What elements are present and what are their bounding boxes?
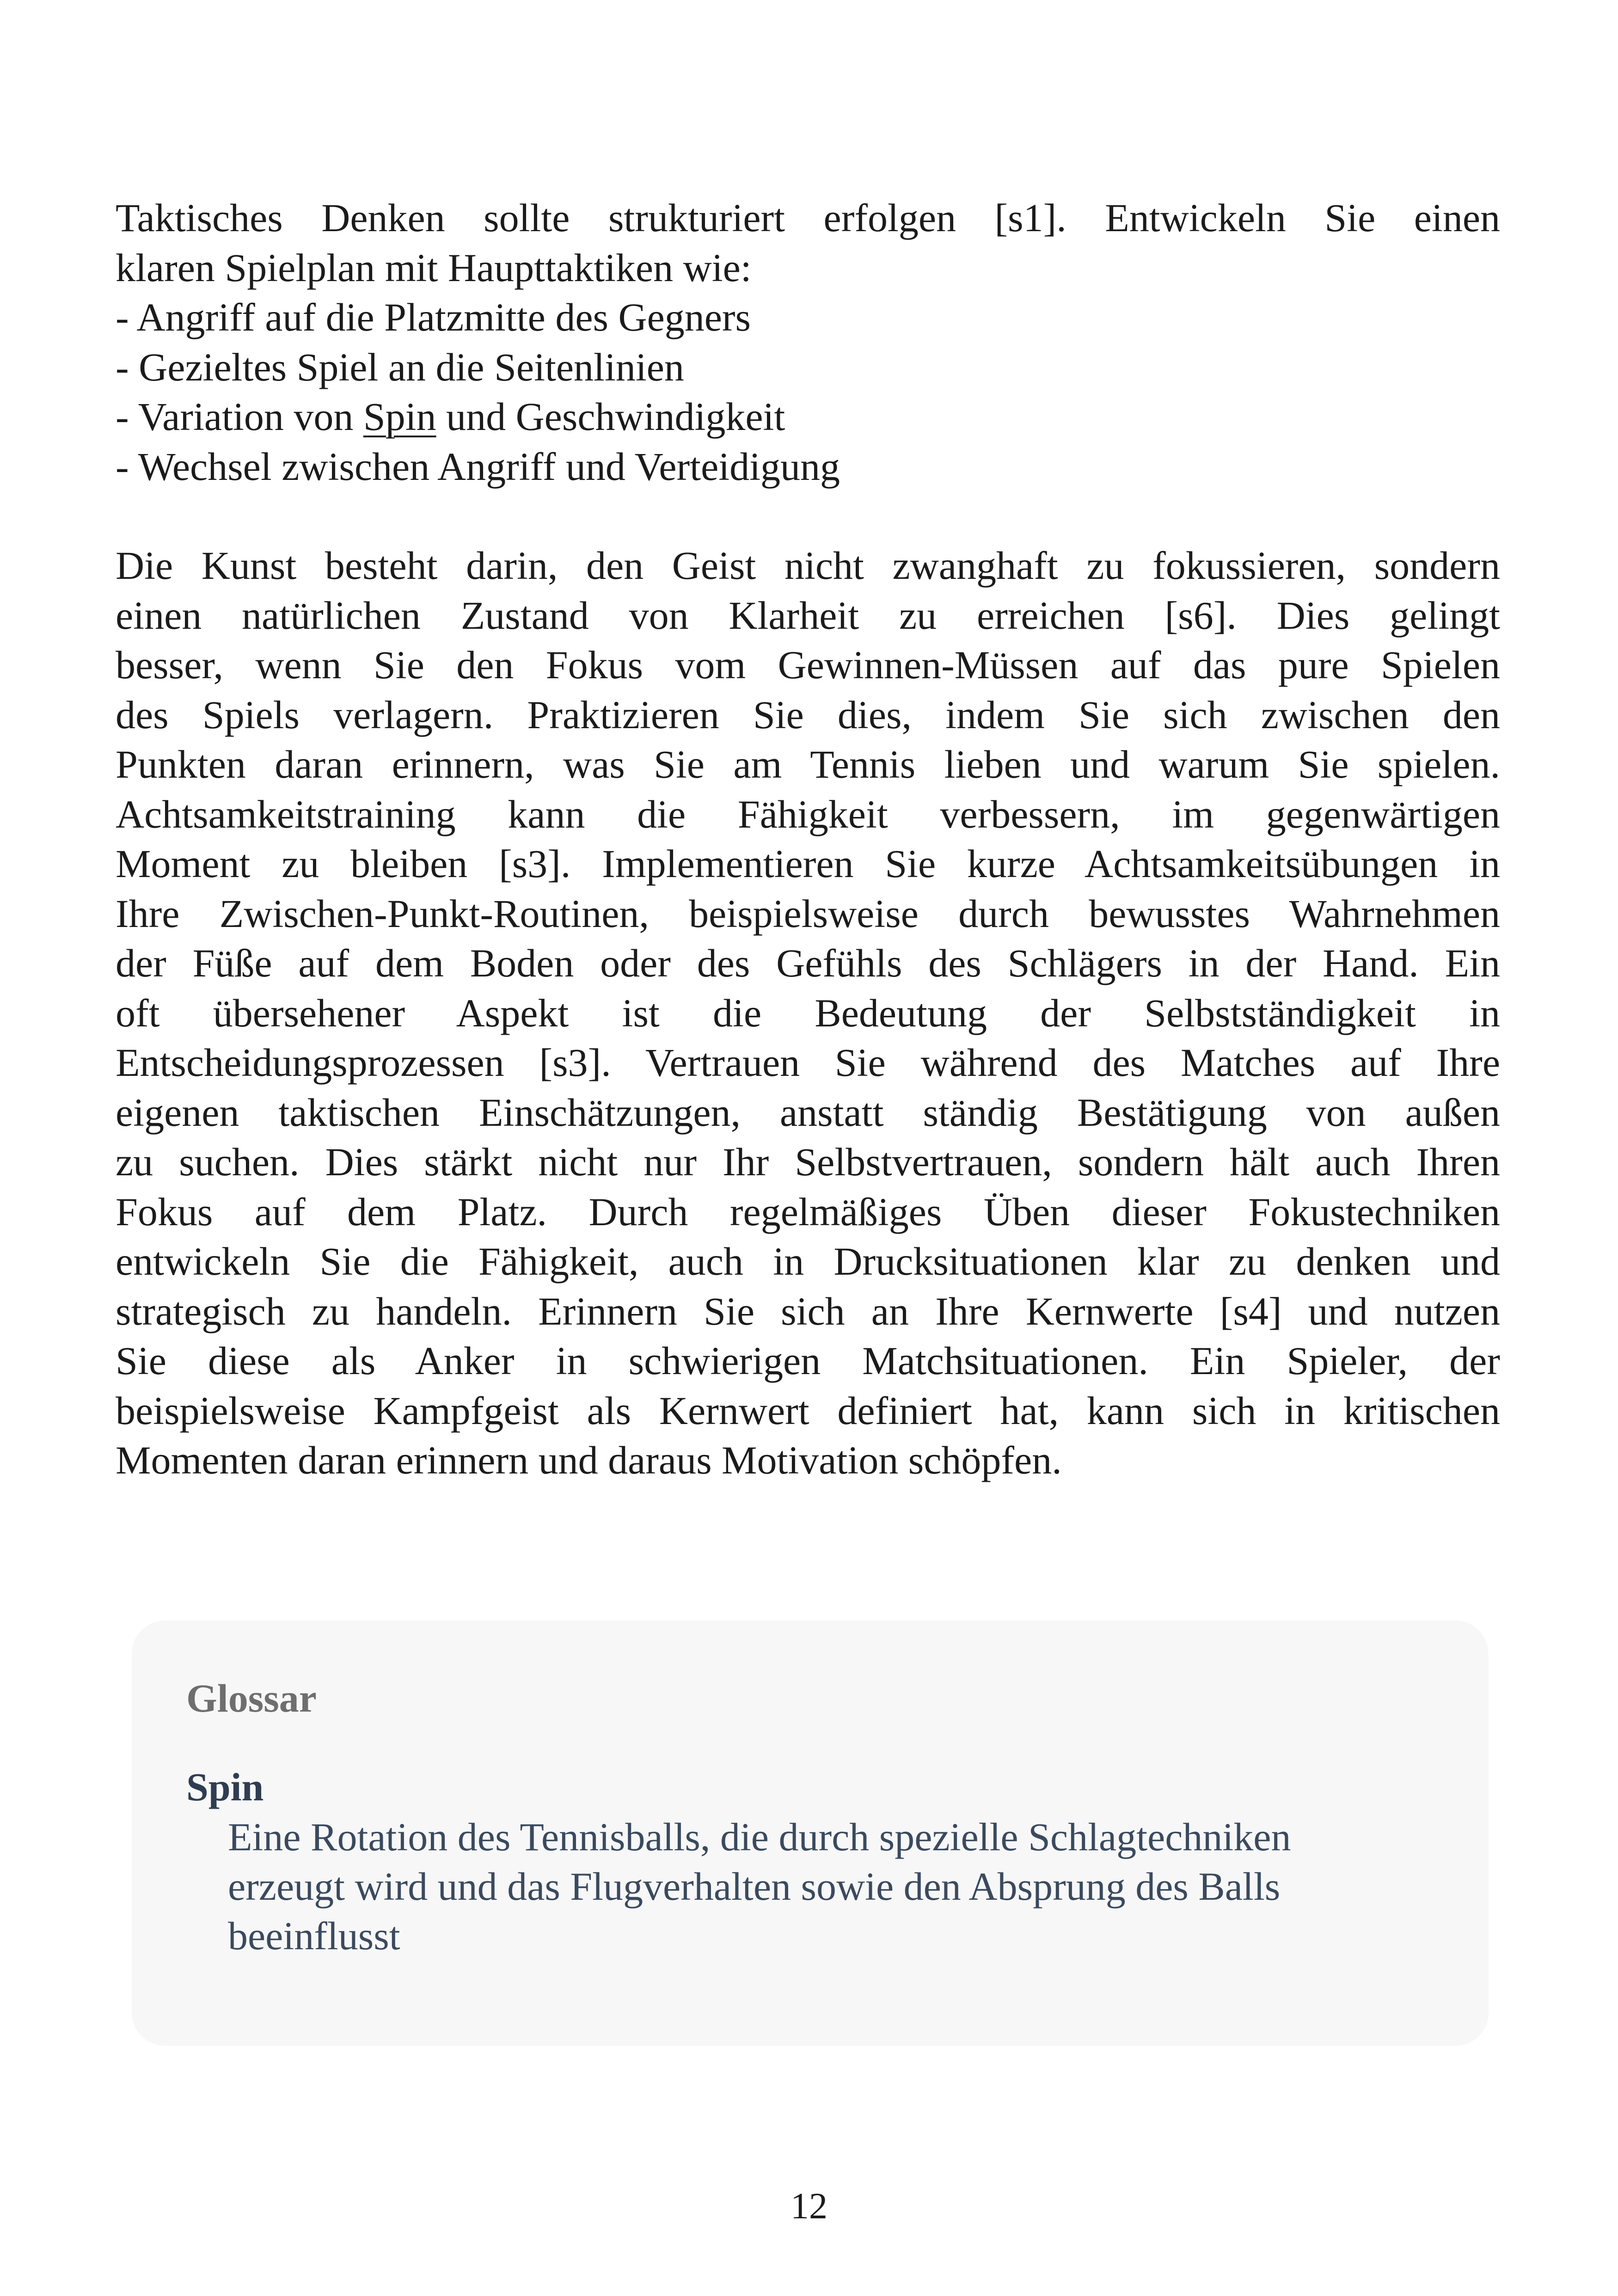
text-line: des Spiels verlagern. Praktizieren Sie dies, indem Sie sich zwischen den xyxy=(116,692,1500,737)
list-item xyxy=(116,392,1500,442)
text-line: strategisch zu handeln. Erinnern Sie sich an Ihre Kernwerte [s4] und nutzen xyxy=(116,1289,1500,1333)
text-line: Die Kunst besteht darin, den Geist nicht zwanghaft zu fokussieren, sondern xyxy=(116,543,1500,588)
text-line: klaren Spielplan mit Haupttaktiken wie: xyxy=(116,245,752,290)
glossary-entry-definition xyxy=(228,1812,1439,1961)
text-line: Punkten daran erinnern, was Sie am Tennis lieben und warum Sie spielen. xyxy=(116,742,1500,786)
text-line: oft übersehener Aspekt ist die Bedeutung der Selbstständigkeit in xyxy=(116,990,1500,1035)
text-line: besser, wenn Sie den Fokus vom Gewinnen-Müssen auf das pure Spielen xyxy=(116,643,1500,687)
text-line: zu suchen. Dies stärkt nicht nur Ihr Selbstvertrauen, sondern hält auch Ihren xyxy=(116,1140,1500,1184)
text-line: Sie diese als Anker in schwierigen Matchsituationen. Ein Spieler, der xyxy=(116,1338,1500,1383)
list-item-suffix: und Geschwindigkeit xyxy=(436,394,785,439)
text-line: Momenten daran erinnern und daraus Motivation schöpfen. xyxy=(116,1438,1062,1482)
text-line: Ihre Zwischen-Punkt-Routinen, beispielsweise durch bewusstes Wahrnehmen xyxy=(116,891,1500,936)
definition-line: erzeugt wird und das Flugverhalten sowie den Absprung des Balls xyxy=(228,1864,1281,1909)
list-item: - Wechsel zwischen Angriff und Verteidigung xyxy=(116,444,840,489)
text-line: der Füße auf dem Boden oder des Gefühls des Schlägers in der Hand. Ein xyxy=(116,941,1500,985)
text-line: einen natürlichen Zustand von Klarheit zu erreichen [s6]. Dies gelingt xyxy=(116,593,1500,638)
list-item-prefix: - Variation von xyxy=(116,394,363,439)
text-line: entwickeln Sie die Fähigkeit, auch in Drucksituationen klar zu denken und xyxy=(116,1239,1500,1283)
glossary-title: Glossar xyxy=(186,1676,317,1720)
list-item: - Angriff auf die Platzmitte des Gegners xyxy=(116,295,751,339)
list-item: - Gezieltes Spiel an die Seitenlinien xyxy=(116,344,684,389)
focus-paragraph xyxy=(116,541,1500,1486)
definition-line: Eine Rotation des Tennisballs, die durch spezielle Schlagtechniken xyxy=(228,1815,1291,1859)
glossary-term-link[interactable]: Spin xyxy=(363,394,436,439)
text-line: Achtsamkeitstraining kann die Fähigkeit verbessern, im gegenwärtigen xyxy=(116,792,1500,836)
text-line: Moment zu bleiben [s3]. Implementieren Sie kurze Achtsamkeitsübungen in xyxy=(116,841,1500,886)
text-line: eigenen taktischen Einschätzungen, anstatt ständig Bestätigung von außen xyxy=(116,1090,1500,1135)
text-line: Fokus auf dem Platz. Durch regelmäßiges Üben dieser Fokustechniken xyxy=(116,1189,1500,1234)
main-content xyxy=(116,193,1500,1486)
text-line: Entscheidungsprozessen [s3]. Vertrauen Sie während des Matches auf Ihre xyxy=(116,1040,1500,1085)
text-line: Taktisches Denken sollte strukturiert erfolgen [s1]. Entwickeln Sie einen xyxy=(116,196,1500,240)
tactics-paragraph xyxy=(116,193,1500,491)
page-number: 12 xyxy=(791,2186,827,2227)
definition-line: beeinflusst xyxy=(228,1914,400,1958)
glossary-entry-term: Spin xyxy=(186,1765,264,1809)
text-line: beispielsweise Kampfgeist als Kernwert definiert hat, kann sich in kritischen xyxy=(116,1388,1500,1433)
glossary-box xyxy=(132,1621,1489,2046)
